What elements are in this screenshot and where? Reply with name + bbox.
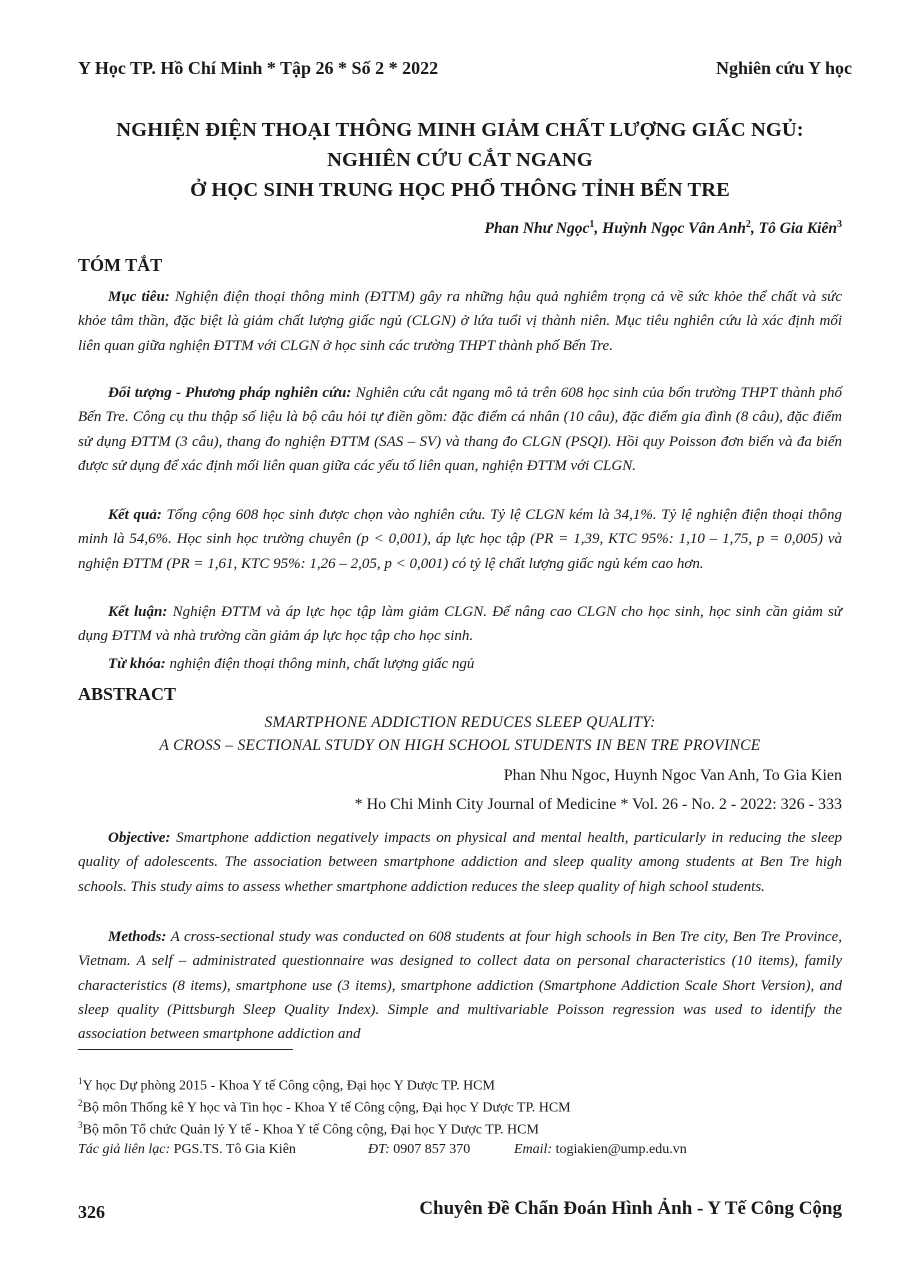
running-header-section: Nghiên cứu Y học: [716, 58, 852, 78]
paper-title-line-2: NGHIÊN CỨU CẮT NGANG: [327, 149, 593, 171]
abstract-title-line-1: SMARTPHONE ADDICTION REDUCES SLEEP QUALITY:: [264, 714, 656, 731]
paragraph-label: Từ khóa:: [108, 656, 166, 672]
paragraph-label: Đối tượng - Phương pháp nghiên cứu:: [108, 385, 352, 401]
author-name: Tô Gia Kiên: [758, 220, 837, 238]
email-label: Email:: [514, 1142, 553, 1157]
contact-name: PGS.TS. Tô Gia Kiên: [173, 1142, 296, 1157]
abstract-authors: Phan Nhu Ngoc, Huynh Ngoc Van Anh, To Gia Kien: [503, 767, 842, 784]
phone-label: ĐT:: [368, 1142, 390, 1157]
author-affiliation-mark: 3: [837, 219, 842, 230]
author-name: Phan Như Ngọc: [484, 220, 590, 238]
paragraph-label: Kết quả:: [108, 507, 162, 523]
running-footer-topic: Chuyên Đề Chẩn Đoán Hình Ảnh - Y Tế Công Cộng: [419, 1198, 842, 1219]
abstract-title-line-2: A CROSS – SECTIONAL STUDY ON HIGH SCHOOL STUDENTS IN BEN TRE PROVINCE: [159, 737, 761, 754]
paragraph-label: Methods:: [108, 929, 167, 945]
summary-heading: TÓM TẮT: [78, 255, 163, 275]
paper-title-line-1: NGHIỆN ĐIỆN THOẠI THÔNG MINH GIẢM CHẤT LƯỢNG GIẤC NGỦ:: [116, 119, 804, 141]
paragraph-text: Nghiện ĐTTM và áp lực học tập làm giảm CLGN. Để nâng cao CLGN cho học sinh, học sinh cần giảm sử dụng ĐTTM và nhà trường cần giảm áp lực học tập cho học sinh.: [78, 604, 842, 645]
summary-methods: [78, 381, 842, 478]
paragraph-label: Mục tiêu:: [108, 289, 170, 305]
paragraph-text: A cross-sectional study was conducted on 608 students at four high schools in Ben Tre city, Ben Tre Province, Vietnam. A self – administrated questionnaire was designed to collect data on personal characteristics (10 items), family characteristics (8 items), smartphone use (3 items), smartphone addiction (Smartphone Addiction Scale Short Version), and sleep quality (Pittsburgh Sleep Quality Index). Simple and multivariable Poisson regression was used to identify the association between smartphone addiction and: [78, 929, 842, 1043]
author-list: Phan Như Ngọc$^1$, Huỳnh Ngọc Vân Anh$^2$, Tô Gia Kiên$^3$: [484, 219, 842, 238]
footnote-affiliation: $^2$Bộ môn Thống kê Y học và Tin học - Khoa Y tế Công cộng, Đại học Y Dược TP. HCM: [78, 1098, 571, 1116]
summary-objective: [78, 285, 842, 358]
contact-phone: 0907 857 370: [393, 1142, 471, 1157]
abstract-citation: * Ho Chi Minh City Journal of Medicine * Vol. 26 - No. 2 - 2022: 326 - 333: [354, 796, 842, 813]
running-header-journal: Y Học TP. Hồ Chí Minh * Tập 26 * Số 2 * 2022: [78, 58, 439, 78]
abstract-methods: [78, 925, 842, 1046]
contact-email: togiakien@ump.edu.vn: [555, 1142, 687, 1157]
contact-label: Tác giả liên lạc:: [78, 1142, 171, 1157]
author-affiliation-mark: 2: [745, 219, 751, 230]
abstract-heading: ABSTRACT: [78, 684, 177, 704]
footnote-affiliation: $^1$Y học Dự phòng 2015 - Khoa Y tế Công cộng, Đại học Y Dược TP. HCM: [78, 1076, 495, 1094]
paragraph-text: Nghiên cứu cắt ngang mô tả trên 608 học sinh của bốn trường THPT thành phố Bến Tre. Công cụ thu thập số liệu là bộ câu hỏi tự điền gồm: đặc điểm cá nhân (10 câu), đặc điểm gia đình (8 câu), đặc điểm sử dụng ĐTTM (3 câu), thang đo nghiện ĐTTM (SAS – SV) và thang đo CLGN (PSQI). Hồi quy Poisson đơn biến và đa biến được sử dụng để xác định mối liên quan giữa các yếu tố liên quan, nghiện ĐTTM với CLGN.: [78, 385, 843, 474]
paragraph-text: Nghiện điện thoại thông minh (ĐTTM) gây ra những hậu quả nghiêm trọng cả về sức khỏe thể chất và sức khỏe tâm thần, đặc biệt là giảm chất lượng giấc ngủ (CLGN) ở lứa tuổi vị thành niên. Mục tiêu nghiên cứu là xác định mối liên quan giữa nghiện ĐTTM với CLGN ở học sinh các trường THPT thành phố Bến Tre.: [78, 289, 843, 354]
summary-conclusion: [78, 600, 842, 649]
paragraph-label: Kết luận:: [108, 604, 168, 620]
footnote-affiliation: $^3$Bộ môn Tổ chức Quản lý Y tế - Khoa Y tế Công cộng, Đại học Y Dược TP. HCM: [78, 1120, 539, 1138]
author-affiliation-mark: 1: [589, 219, 595, 230]
author-name: Huỳnh Ngọc Vân Anh: [602, 220, 746, 238]
summary-keywords: [78, 652, 842, 676]
footnote-divider: [78, 1049, 293, 1050]
page-number: 326: [78, 1202, 105, 1222]
paragraph-text: nghiện điện thoại thông minh, chất lượng giấc ngủ: [169, 656, 475, 672]
paper-title-line-3: Ở HỌC SINH TRUNG HỌC PHỔ THÔNG TỈNH BẾN TRE: [190, 179, 730, 201]
summary-results: [78, 503, 842, 576]
paragraph-label: Objective:: [108, 830, 171, 846]
abstract-objective: [78, 826, 842, 899]
paragraph-text: Smartphone addiction negatively impacts on physical and mental health, particularly in reducing the sleep quality of adolescents. The association between smartphone addiction and sleep quality among students at Ben Tre high schools. This study aims to assess whether smartphone addiction reduces the sleep quality of high school students.: [78, 830, 843, 895]
paragraph-text: Tổng cộng 608 học sinh được chọn vào nghiên cứu. Tỷ lệ CLGN kém là 34,1%. Tỷ lệ nghiện điện thoại thông minh là 54,6%. Học sinh học trường chuyên (p < 0,001), áp lực học tập (PR = 1,39, KTC 95%: 1,10 – 1,75, p = 0,005) và nghiện ĐTTM (PR = 1,61, KTC 95%: 1,26 – 2,05, p < 0,001) có tỷ lệ chất lượng giấc ngủ kém cao hơn.: [78, 507, 842, 572]
